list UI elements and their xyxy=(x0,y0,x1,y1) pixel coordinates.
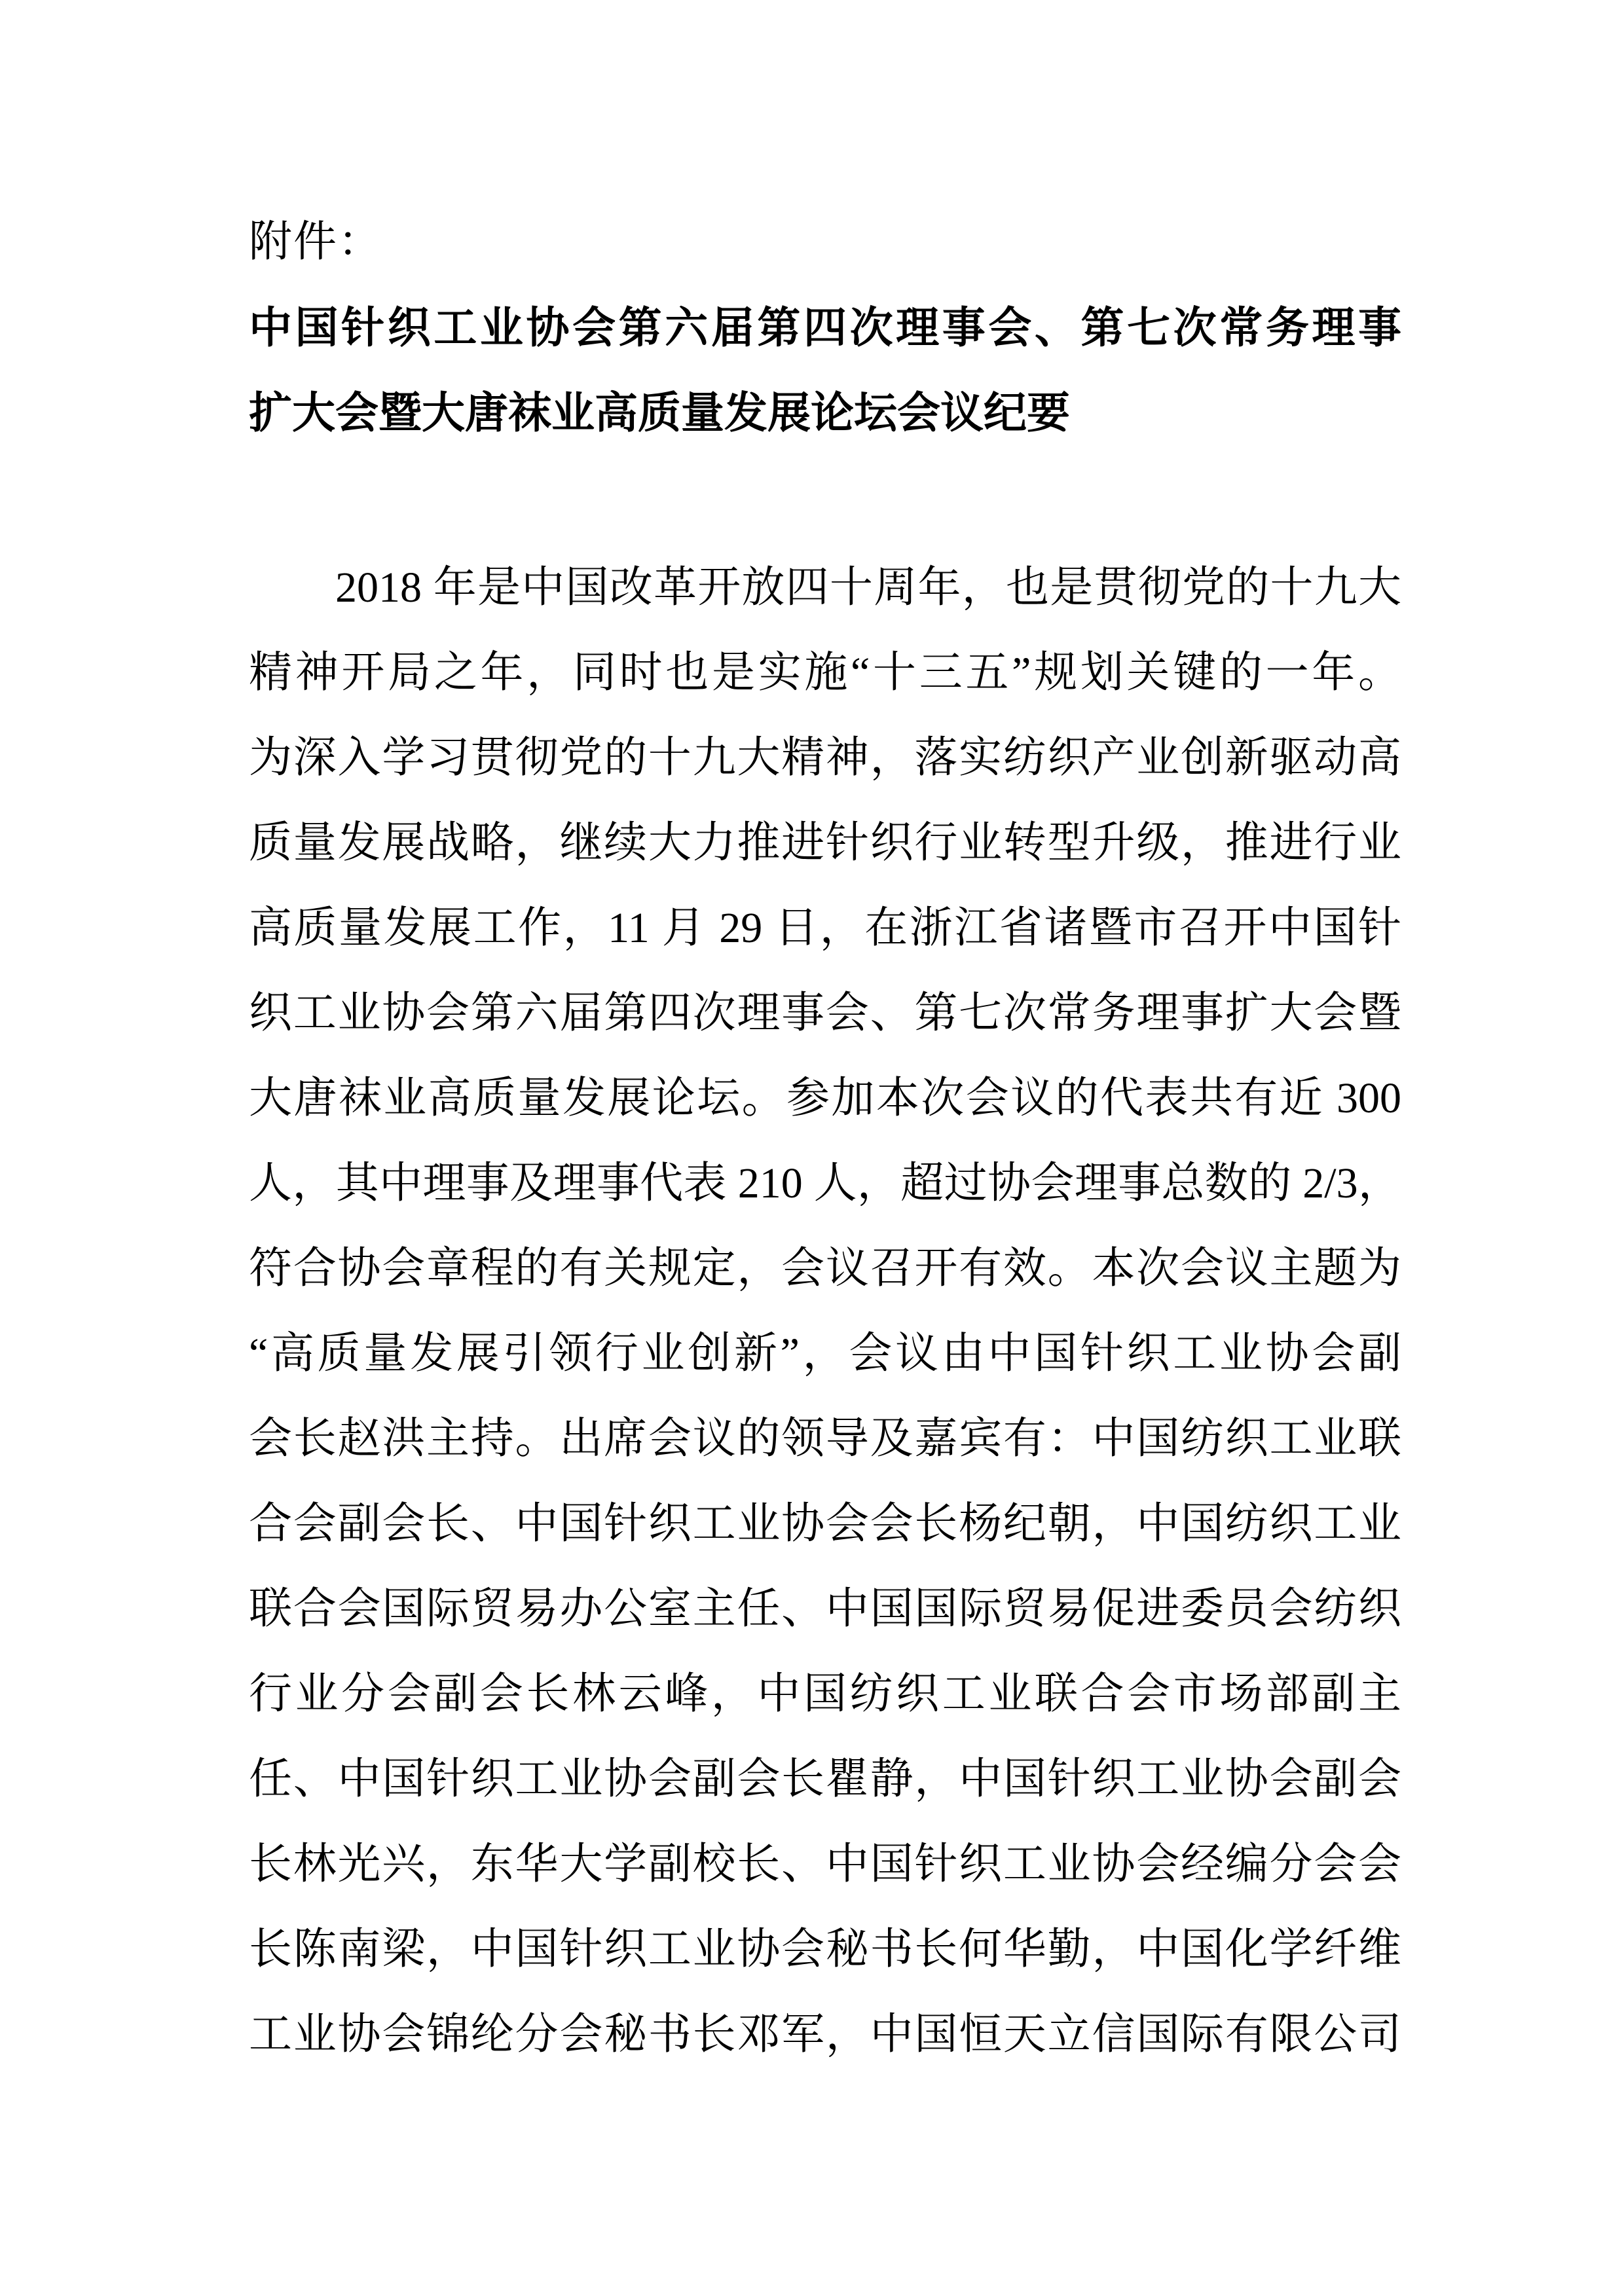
body-line: 行业分会副会长林云峰，中国纺织工业联合会市场部副主 xyxy=(249,1670,1401,1718)
body-line: 符合协会章程的有关规定，会议召开有效。本次会议主题为 xyxy=(249,1245,1401,1292)
body-line: 精神开局之年，同时也是实施“十三五”规划关键的一年。 xyxy=(249,649,1401,697)
title-line-1: 中国针织工业协会第六届第四次理事会、第七次常务理事 xyxy=(249,303,1401,352)
body-line: 2018 年是中国改革开放四十周年，也是贯彻党的十九大 xyxy=(335,564,1401,611)
body-line: 高质量发展工作，11 月 29 日，在浙江省诸暨市召开中国针 xyxy=(249,904,1401,952)
body-line: 为深入学习贯彻党的十九大精神，落实纺织产业创新驱动高 xyxy=(249,734,1401,782)
title-line-2: 扩大会暨大唐袜业高质量发展论坛会议纪要 xyxy=(249,388,1070,437)
document-body xyxy=(249,545,1401,2077)
body-line: 工业协会锦纶分会秘书长邓军，中国恒天立信国际有限公司 xyxy=(249,2011,1401,2058)
body-line: “高质量发展引领行业创新”，会议由中国针织工业协会副 xyxy=(249,1330,1401,1377)
body-line: 质量发展战略，继续大力推进针织行业转型升级，推进行业 xyxy=(249,819,1401,867)
body-line: 联合会国际贸易办公室主任、中国国际贸易促进委员会纺织 xyxy=(249,1585,1401,1633)
document-title xyxy=(249,285,1401,455)
body-line: 长林光兴，东华大学副校长、中国针织工业协会经编分会会 xyxy=(249,1840,1401,1888)
body-line: 织工业协会第六届第四次理事会、第七次常务理事扩大会暨 xyxy=(249,989,1401,1037)
body-line: 人，其中理事及理事代表 210 人，超过协会理事总数的 2/3， xyxy=(249,1159,1401,1207)
body-line: 会长赵洪主持。出席会议的领导及嘉宾有：中国纺织工业联 xyxy=(249,1415,1401,1463)
body-line: 合会副会长、中国针织工业协会会长杨纪朝，中国纺织工业 xyxy=(249,1500,1401,1548)
attachment-label: 附件： xyxy=(249,218,382,266)
body-line: 长陈南梁，中国针织工业协会秘书长何华勤，中国化学纤维 xyxy=(249,1925,1401,1973)
body-line: 任、中国针织工业协会副会长瞿静，中国针织工业协会副会 xyxy=(249,1755,1401,1803)
body-line: 大唐袜业高质量发展论坛。参加本次会议的代表共有近 300 xyxy=(249,1074,1401,1122)
